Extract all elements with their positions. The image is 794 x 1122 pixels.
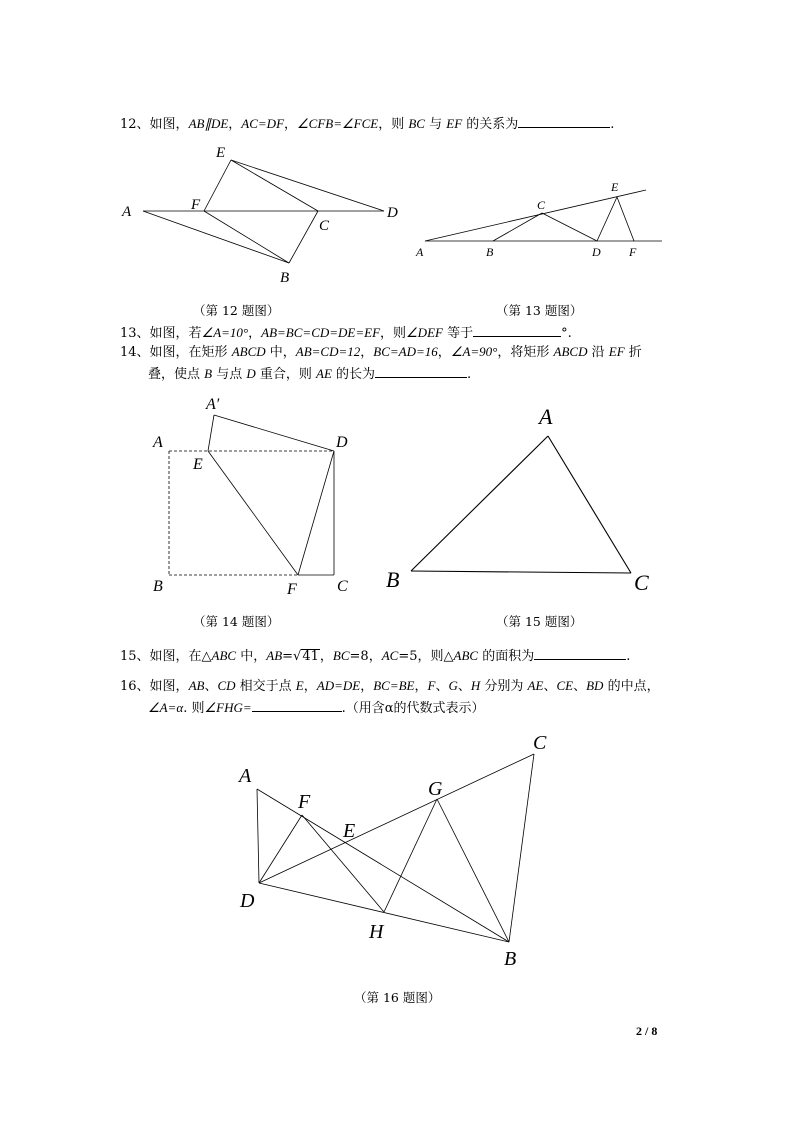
label-fig13-E: E	[611, 180, 619, 194]
q16-text: 的中点，	[603, 679, 660, 694]
q14-text: ，将矩形	[497, 345, 554, 360]
q12-cond1: AB∥DE	[188, 116, 229, 131]
q14-var: B	[204, 366, 213, 381]
q15-text: =8，	[349, 649, 382, 664]
sqrt-symbol: √	[293, 649, 302, 664]
q16-text: ，	[360, 679, 374, 694]
label-fig12-C: C	[319, 218, 330, 234]
q13-cond3: ∠DEF	[406, 325, 443, 340]
label-fig12-F: F	[191, 197, 201, 213]
q14-text: ，	[437, 345, 451, 360]
q12-sep: ，则	[378, 117, 409, 132]
q15-var: AB	[266, 648, 283, 663]
q15-text: 的面积为	[478, 649, 535, 664]
q12-sep: ，	[284, 117, 298, 132]
q16-text: 、	[543, 679, 557, 694]
q14-text: 折	[624, 345, 642, 360]
q16-var: E	[295, 678, 304, 693]
q14-text: 叠，使点	[148, 367, 205, 382]
q14-var: ABCD	[231, 344, 266, 359]
q13-cond2: AB=BC=CD=DE=EF	[261, 325, 381, 340]
q15-text: 中，	[236, 649, 267, 664]
q16-var: CE	[556, 678, 574, 693]
q14-var: BC=AD=16	[373, 344, 438, 359]
label-fig14-D: D	[336, 434, 348, 451]
label-fig12-D: D	[387, 205, 398, 221]
q16-var: ∠FHG=	[204, 700, 252, 715]
q14-var: AB=CD=12	[295, 344, 361, 359]
caption-fig13: （第 13 题图）	[496, 303, 583, 318]
q16-text: 、	[435, 679, 449, 694]
q15-sqrt-value: 41	[302, 649, 319, 664]
q14-var: ABCD	[553, 344, 588, 359]
q16-var: AD=DE	[316, 678, 361, 693]
q13-number: 13、	[120, 326, 150, 341]
label-fig16-H: H	[369, 921, 384, 943]
label-fig14-A-prime: A′	[206, 396, 220, 413]
q15-text: =5，则△	[398, 649, 454, 664]
label-fig15-B: B	[386, 567, 400, 592]
label-fig14-B: B	[153, 578, 163, 595]
q14-text: 沿	[587, 345, 609, 360]
q16-var: AE	[527, 678, 544, 693]
label-fig14-F: F	[287, 581, 297, 598]
q16-text: .（用含α的代数式表示）	[341, 701, 485, 716]
caption-fig16: （第 16 题图）	[354, 990, 441, 1005]
label-fig12-E: E	[216, 145, 226, 161]
q14-end: .	[467, 367, 472, 382]
label-fig16-F: F	[298, 791, 311, 813]
label-fig13-C: C	[537, 198, 546, 212]
q12-text: 如图，	[149, 117, 189, 132]
q12-end: .	[610, 117, 615, 132]
q16-var: BC=BE	[373, 678, 415, 693]
label-fig12-B: B	[280, 270, 290, 286]
q12-cond3: ∠CFB=∠FCE	[297, 116, 379, 131]
q16-var: AB	[188, 678, 205, 693]
q16-text: 、	[204, 679, 218, 694]
q16-var: F	[427, 678, 436, 693]
q13-text: 等于	[442, 326, 474, 341]
figure-14	[169, 415, 334, 575]
q12-var: EF	[446, 116, 463, 131]
q13-text: 如图，若	[149, 326, 202, 341]
q16-text: 相交于点	[235, 679, 296, 694]
q12-var: BC	[408, 116, 425, 131]
caption-fig15: （第 15 题图）	[496, 614, 583, 629]
q14-var: D	[246, 366, 256, 381]
q16-text: 如图，	[149, 679, 189, 694]
caption-fig14: （第 14 题图）	[193, 614, 280, 629]
q16-var: ∠A=α	[148, 700, 184, 715]
figure-12	[143, 160, 384, 263]
q16-var: G	[448, 678, 458, 693]
label-fig14-A: A	[153, 434, 163, 451]
q16-number: 16、	[120, 679, 150, 694]
label-fig13-F: F	[629, 245, 637, 259]
figure-16	[257, 754, 534, 942]
q16-text: 、	[457, 679, 471, 694]
q13-end: °.	[561, 326, 572, 341]
label-fig13-B: B	[486, 245, 494, 259]
q16-var: CD	[217, 678, 236, 693]
label-fig16-C: C	[533, 732, 547, 754]
label-fig13-A: A	[416, 245, 424, 259]
q15-var: BC	[332, 648, 350, 663]
label-fig13-D: D	[592, 245, 601, 259]
label-fig16-A: A	[239, 765, 252, 787]
q15-var: ABC	[211, 648, 237, 663]
q15-text: 如图，在△	[149, 649, 212, 664]
q14-text: 的长为	[331, 367, 376, 382]
q15-var: ABC	[453, 648, 479, 663]
q16-text: . 则	[183, 701, 205, 716]
label-fig16-E: E	[343, 820, 356, 842]
q14-var: ∠A=90°	[450, 344, 498, 359]
q15-text: =	[282, 649, 294, 664]
label-fig14-E: E	[193, 456, 203, 473]
q16-text: 分别为	[480, 679, 528, 694]
q16-text: ，	[303, 679, 317, 694]
q12-text: 与	[424, 117, 447, 132]
label-fig16-G: G	[428, 778, 443, 800]
q12-number: 12、	[120, 117, 150, 132]
q14-text: 如图，在矩形	[149, 345, 232, 360]
q14-var: EF	[608, 344, 625, 359]
page-number: 2 / 8	[636, 1024, 658, 1038]
q16-var: H	[470, 678, 481, 693]
figure-15	[411, 436, 631, 573]
q13-sep: ，则	[380, 326, 407, 341]
q15-var: AC	[381, 648, 399, 663]
label-fig16-D: D	[240, 890, 255, 912]
q15-end: .	[626, 649, 631, 664]
q12-cond2: AC=DF	[241, 116, 285, 131]
q13-sep: ，	[248, 326, 262, 341]
q16-text: ，	[414, 679, 428, 694]
q13-cond1: ∠A=10°	[201, 325, 249, 340]
q14-number: 14、	[120, 345, 150, 360]
q14-text: 与点	[212, 367, 247, 382]
q12-text: 的关系为	[462, 117, 519, 132]
label-fig12-A: A	[122, 204, 132, 220]
caption-fig12: （第 12 题图）	[193, 303, 280, 318]
q16-text: 、	[573, 679, 587, 694]
q16-var: BD	[586, 678, 604, 693]
q14-text: ，	[360, 345, 374, 360]
q14-text: 重合，则	[255, 367, 317, 382]
q15-number: 15、	[120, 649, 150, 664]
label-fig14-C: C	[337, 578, 348, 595]
q14-var: AE	[316, 366, 332, 381]
q12-sep: ，	[228, 117, 242, 132]
q15-text: ，	[319, 649, 333, 664]
q14-text: 中，	[265, 345, 296, 360]
label-fig16-B: B	[504, 948, 517, 970]
label-fig15-C: C	[634, 570, 649, 595]
label-fig15-A: A	[539, 404, 553, 429]
